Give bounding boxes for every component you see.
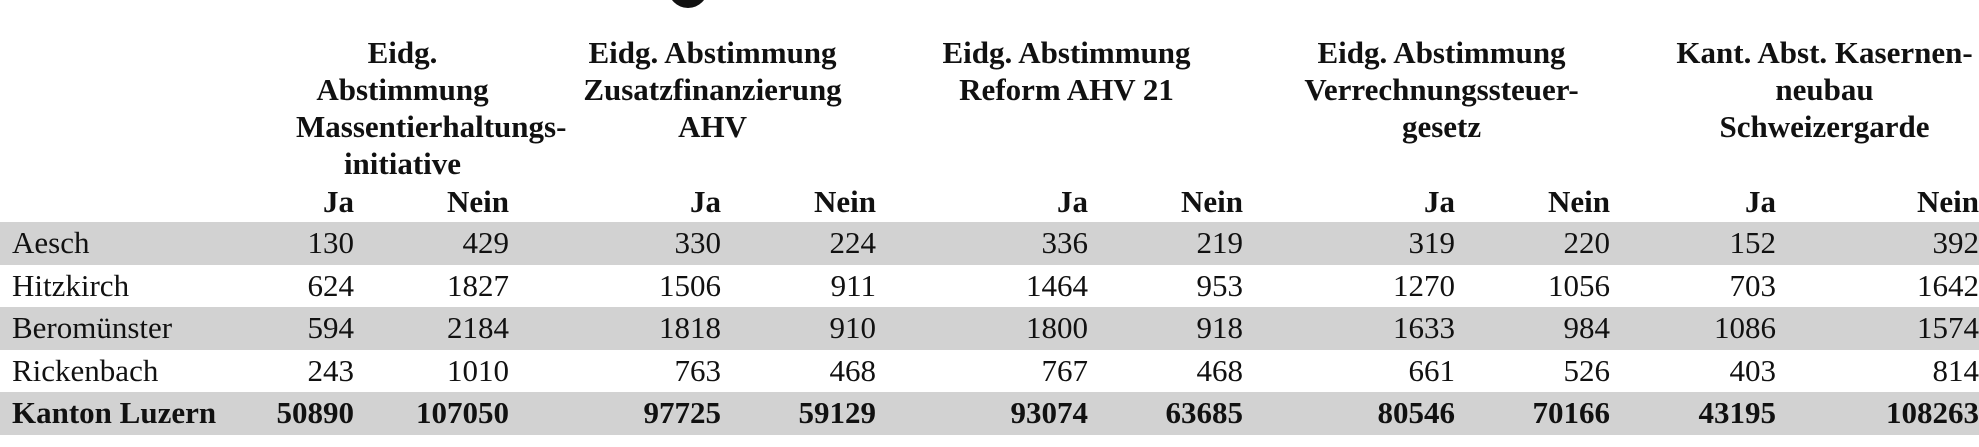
column-header-nein: Nein [447, 184, 509, 219]
ja-count: 661 [1408, 352, 1456, 388]
ja-count: 152 [1610, 222, 1776, 265]
table-row [0, 222, 1979, 265]
ja-count: 80546 [1243, 392, 1455, 435]
group-header: Kant. Abst. Kasernen-neubau Schweizergarde [1676, 35, 1973, 144]
nein-count: 224 [721, 222, 876, 265]
ja-count: 1818 [509, 307, 721, 350]
nein-count: 910 [721, 307, 876, 350]
nein-count: 429 [354, 222, 509, 265]
group-header: Eidg. Abstimmung Zusatzfinanzierung AHV [583, 35, 842, 144]
nein-count: 814 [1932, 352, 1979, 388]
column-header-ja: Ja [1057, 184, 1089, 219]
ja-count: 403 [1729, 352, 1777, 388]
ja-count: 594 [262, 307, 354, 350]
voting-results-table [0, 34, 1979, 435]
nein-count: 107050 [354, 392, 509, 435]
nein-count: 1056 [1548, 267, 1611, 303]
ja-count: 330 [509, 222, 721, 265]
ja-count: 93074 [876, 392, 1088, 435]
nein-count: 918 [1088, 307, 1243, 350]
column-header-nein: Nein [1181, 184, 1244, 219]
ja-count: 97725 [509, 392, 721, 435]
nein-count: 468 [829, 352, 877, 388]
ja-count: 767 [1041, 352, 1089, 388]
ja-count: 1270 [1393, 267, 1456, 303]
column-header-nein: Nein [1917, 184, 1979, 219]
group-header: Eidg. Abstimmung Reform AHV 21 [942, 35, 1191, 107]
ja-count: 43195 [1610, 392, 1776, 435]
nein-count: 1010 [447, 352, 509, 388]
ja-count: 763 [674, 352, 721, 388]
group-header: Eidg. Abstimmung Verrechnungssteuer-gesetz [1304, 35, 1579, 144]
group-header: Eidg. Abstimmung Massentierhaltungs-initiative [296, 35, 567, 181]
municipality-name: Rickenbach [12, 352, 159, 388]
nein-count: 526 [1563, 352, 1611, 388]
nein-count: 392 [1776, 222, 1979, 265]
corner-cell [0, 182, 262, 222]
ja-count: 1086 [1610, 307, 1776, 350]
column-header-ja: Ja [1424, 184, 1456, 219]
nein-count: 984 [1455, 307, 1610, 350]
nein-count: 220 [1455, 222, 1610, 265]
column-header-ja: Ja [1745, 184, 1777, 219]
canton-name: Kanton Luzern [0, 392, 262, 435]
ja-count: 703 [1729, 267, 1777, 303]
group-header-row [0, 34, 1979, 182]
subheader-row [0, 182, 1979, 222]
ja-count: 319 [1243, 222, 1455, 265]
total-row [0, 392, 1979, 435]
column-header-nein: Nein [1548, 184, 1611, 219]
nein-count: 63685 [1088, 392, 1243, 435]
ja-count: 1633 [1243, 307, 1455, 350]
corner-cell [0, 34, 262, 182]
ja-count: 1506 [659, 267, 721, 303]
nein-count: 70166 [1455, 392, 1610, 435]
ja-count: 130 [262, 222, 354, 265]
nein-count: 468 [1196, 352, 1244, 388]
column-header-nein: Nein [814, 184, 877, 219]
cut-off-glyph [668, 0, 708, 8]
nein-count: 953 [1196, 267, 1244, 303]
ja-count: 624 [307, 267, 354, 303]
municipality-name: Hitzkirch [12, 267, 130, 303]
ja-count: 336 [876, 222, 1088, 265]
nein-count: 1827 [447, 267, 509, 303]
nein-count: 219 [1088, 222, 1243, 265]
table-row [0, 307, 1979, 350]
ja-count: 1464 [1026, 267, 1089, 303]
nein-count: 1574 [1776, 307, 1979, 350]
nein-count: 108263 [1776, 392, 1979, 435]
ja-count: 243 [307, 352, 354, 388]
table-row [0, 350, 1979, 393]
column-header-ja: Ja [323, 184, 354, 219]
ja-count: 50890 [262, 392, 354, 435]
nein-count: 911 [830, 267, 877, 303]
nein-count: 1642 [1917, 267, 1979, 303]
table-row [0, 265, 1979, 308]
municipality-name: Aesch [0, 222, 262, 265]
ja-count: 1800 [876, 307, 1088, 350]
nein-count: 59129 [721, 392, 876, 435]
column-header-ja: Ja [690, 184, 721, 219]
municipality-name: Beromünster [0, 307, 262, 350]
nein-count: 2184 [354, 307, 509, 350]
